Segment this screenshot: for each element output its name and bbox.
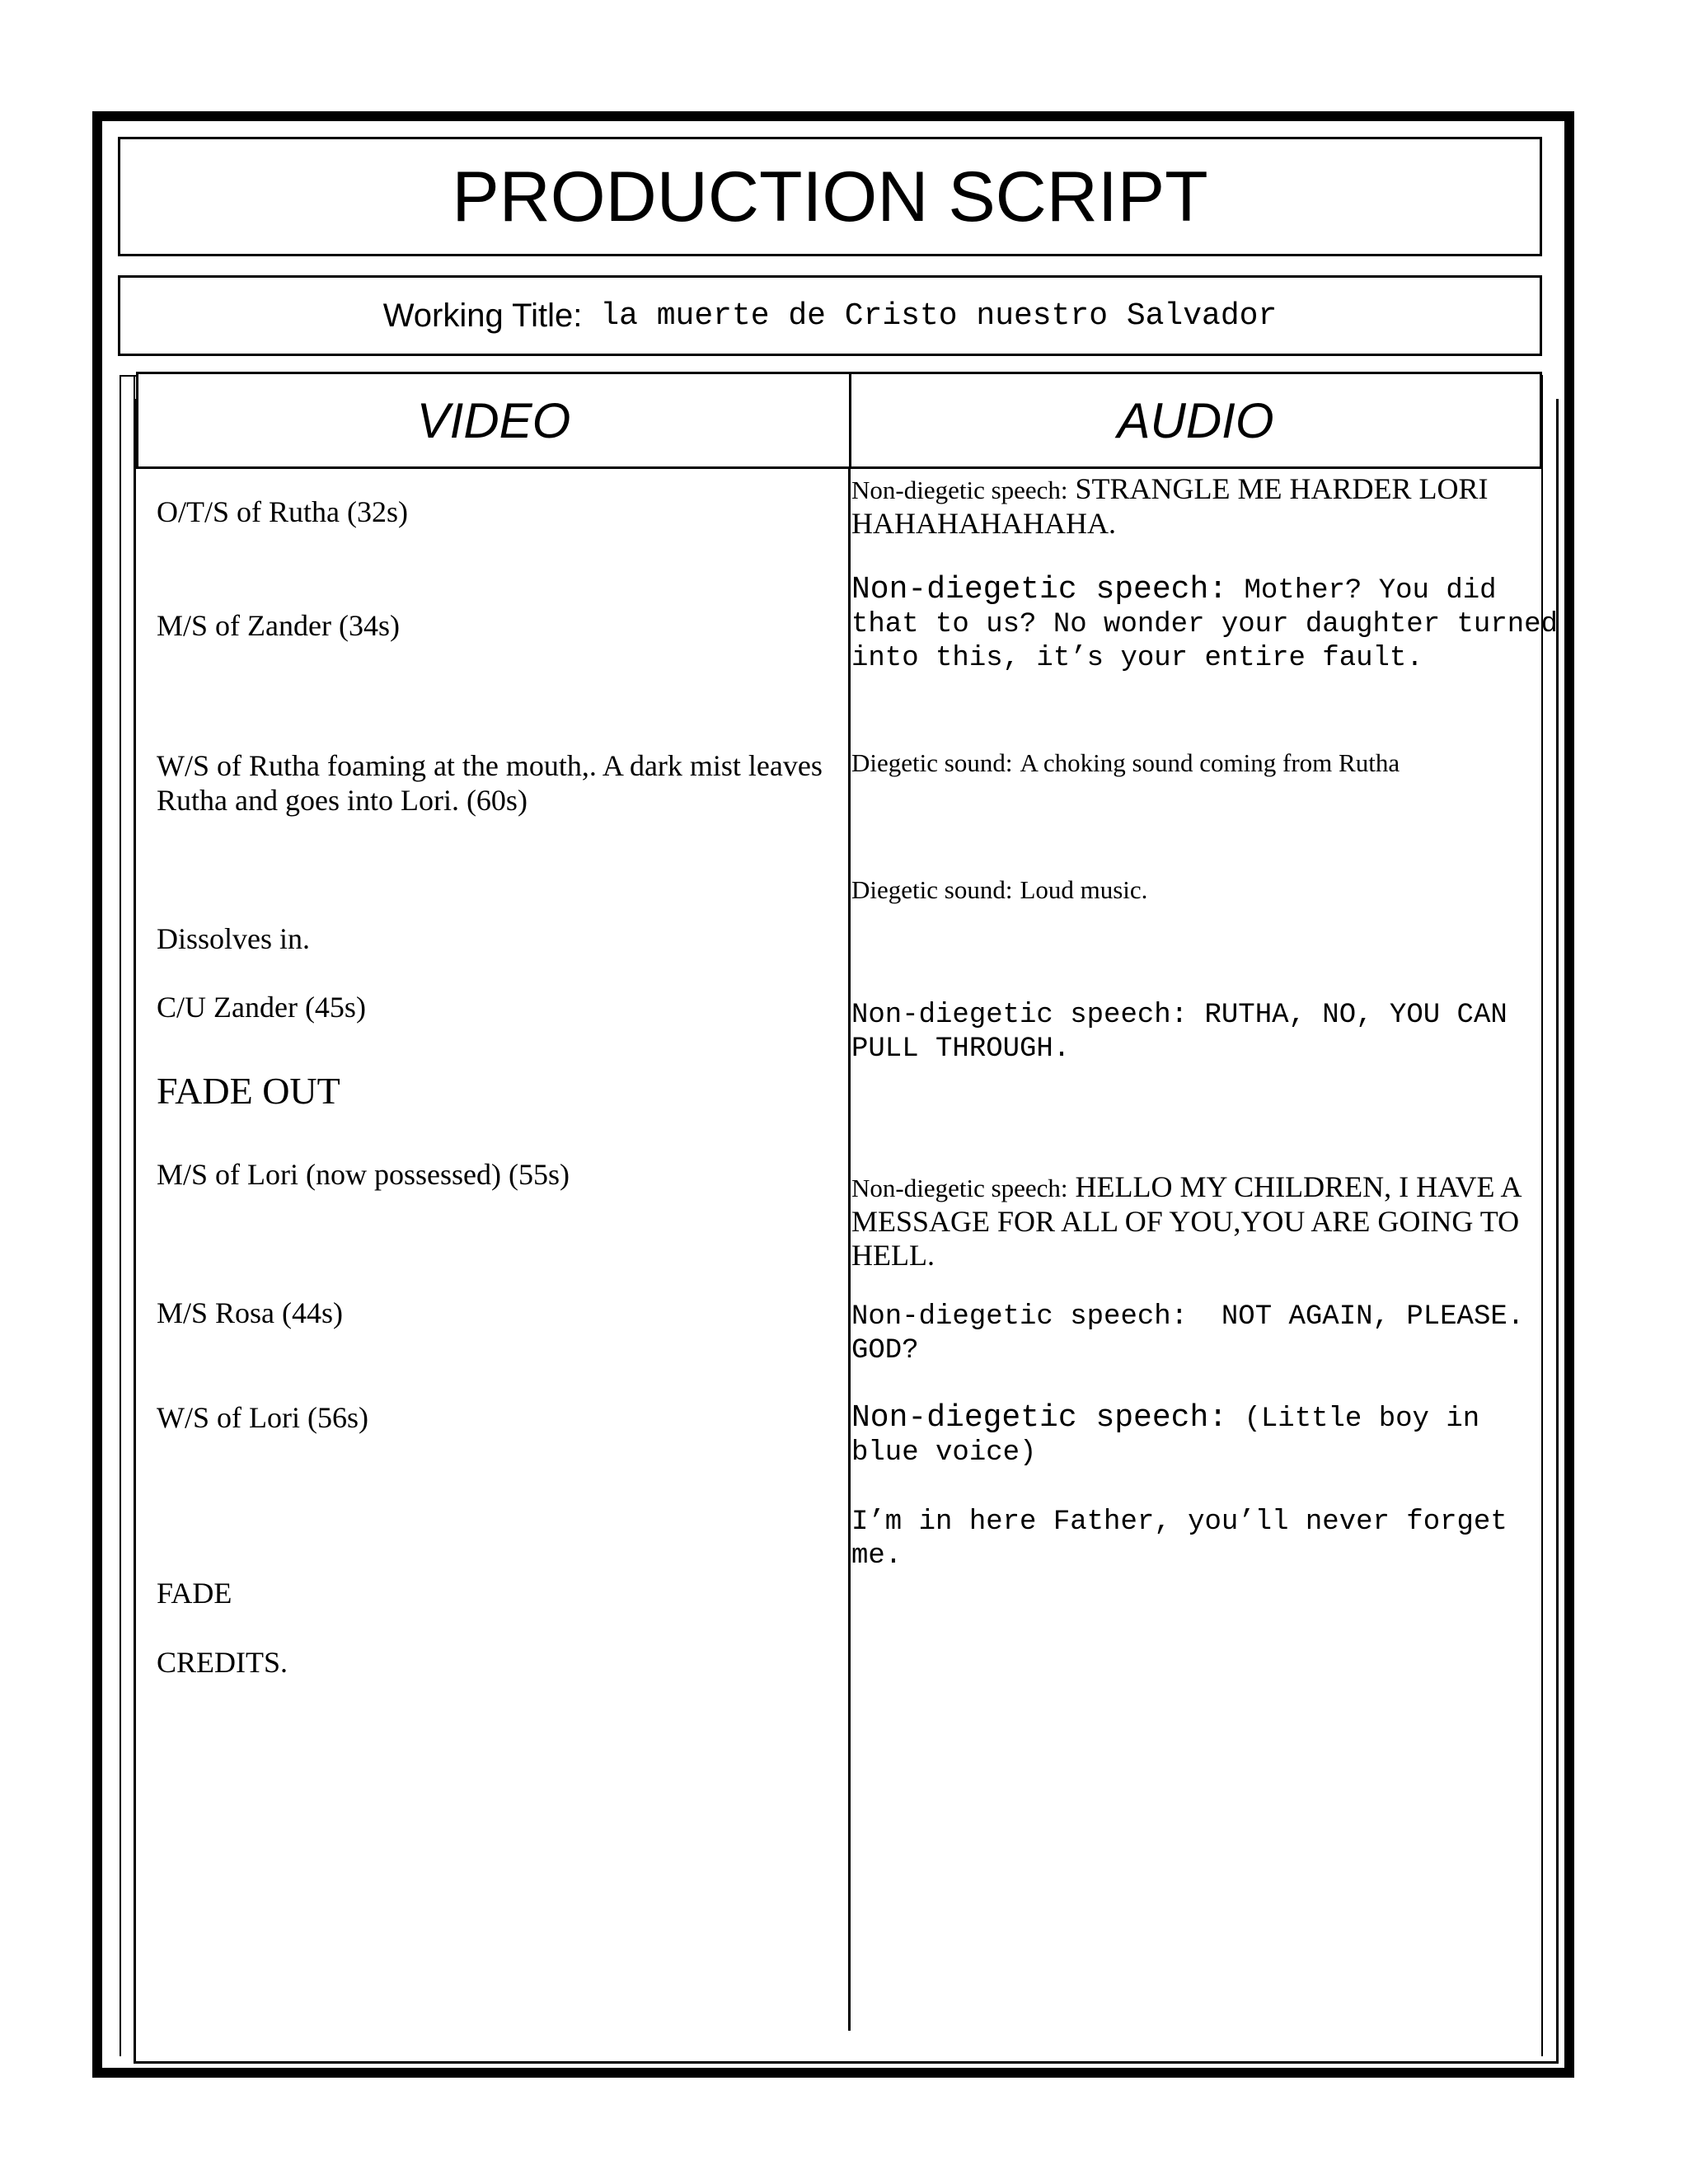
audio-label: Non-diegetic speech: <box>851 572 1228 607</box>
video-row: C/U Zander (45s) <box>157 991 366 1024</box>
working-title-value: la muerte de Cristo nuestro Salvador <box>600 298 1278 334</box>
audio-label: Diegetic sound: <box>851 875 1013 904</box>
video-row: M/S of Lori (now possessed) (55s) <box>157 1158 570 1191</box>
video-row: CREDITS. <box>157 1646 288 1679</box>
video-column-heading <box>136 372 851 469</box>
audio-text: NOT AGAIN, PLEASE. GOD? <box>851 1301 1541 1366</box>
column-divider <box>848 466 851 2031</box>
video-row: W/S of Lori (56s) <box>157 1401 368 1434</box>
audio-label: Non-diegetic speech: <box>851 476 1068 504</box>
audio-heading-text: AUDIO <box>1117 392 1274 448</box>
working-title-label: Working Title: <box>382 297 583 334</box>
working-title-box <box>118 275 1542 356</box>
audio-row <box>851 572 1575 676</box>
page-title: PRODUCTION SCRIPT <box>452 157 1208 237</box>
video-row: M/S of Zander (34s) <box>157 609 400 642</box>
audio-label: Diegetic sound: <box>851 748 1013 777</box>
video-row: FADE <box>157 1577 232 1610</box>
video-row: Dissolves in. <box>157 922 311 955</box>
audio-text: STRANGLE ME HARDER LORI HAHAHAHAHAHA. <box>851 472 1496 540</box>
video-row: FADE OUT <box>157 1070 340 1112</box>
audio-text: I’m in here Father, you’ll never forget me. <box>851 1507 1525 1572</box>
audio-text: Loud music. <box>1020 875 1148 904</box>
audio-row <box>851 472 1560 541</box>
audio-label: Non-diegetic speech: <box>851 1000 1189 1031</box>
title-box <box>118 137 1542 256</box>
audio-text: Mother? You did that to us? No wonder your daughter turned into this, it’s your entire fault. <box>851 575 1575 674</box>
audio-row <box>851 1401 1560 1470</box>
audio-row <box>851 1170 1560 1272</box>
audio-label: Non-diegetic speech: <box>851 1301 1189 1333</box>
audio-text: A choking sound coming from Rutha <box>1020 748 1400 777</box>
audio-label: Non-diegetic speech: <box>851 1400 1228 1436</box>
audio-column-heading <box>849 372 1542 469</box>
audio-row <box>851 999 1560 1066</box>
video-row: O/T/S of Rutha (32s) <box>157 495 408 528</box>
audio-row <box>851 872 1560 907</box>
video-row: W/S of Rutha foaming at the mouth,. A dark mist leaves Rutha and goes into Lori. (60s) <box>157 749 830 817</box>
audio-row <box>851 1301 1560 1368</box>
video-heading-text: VIDEO <box>416 392 571 448</box>
video-row: M/S Rosa (44s) <box>157 1296 344 1329</box>
audio-label: Non-diegetic speech: <box>851 1174 1068 1202</box>
audio-row <box>851 1506 1560 1573</box>
audio-text: (Little boy in blue voice) <box>851 1404 1497 1469</box>
audio-row <box>851 745 1560 780</box>
audio-text: RUTHA, NO, YOU CAN PULL THROUGH. <box>851 1000 1525 1065</box>
audio-text: HELLO MY CHILDREN, I HAVE A MESSAGE FOR ALL OF YOU,YOU ARE GOING TO HELL. <box>851 1170 1528 1272</box>
